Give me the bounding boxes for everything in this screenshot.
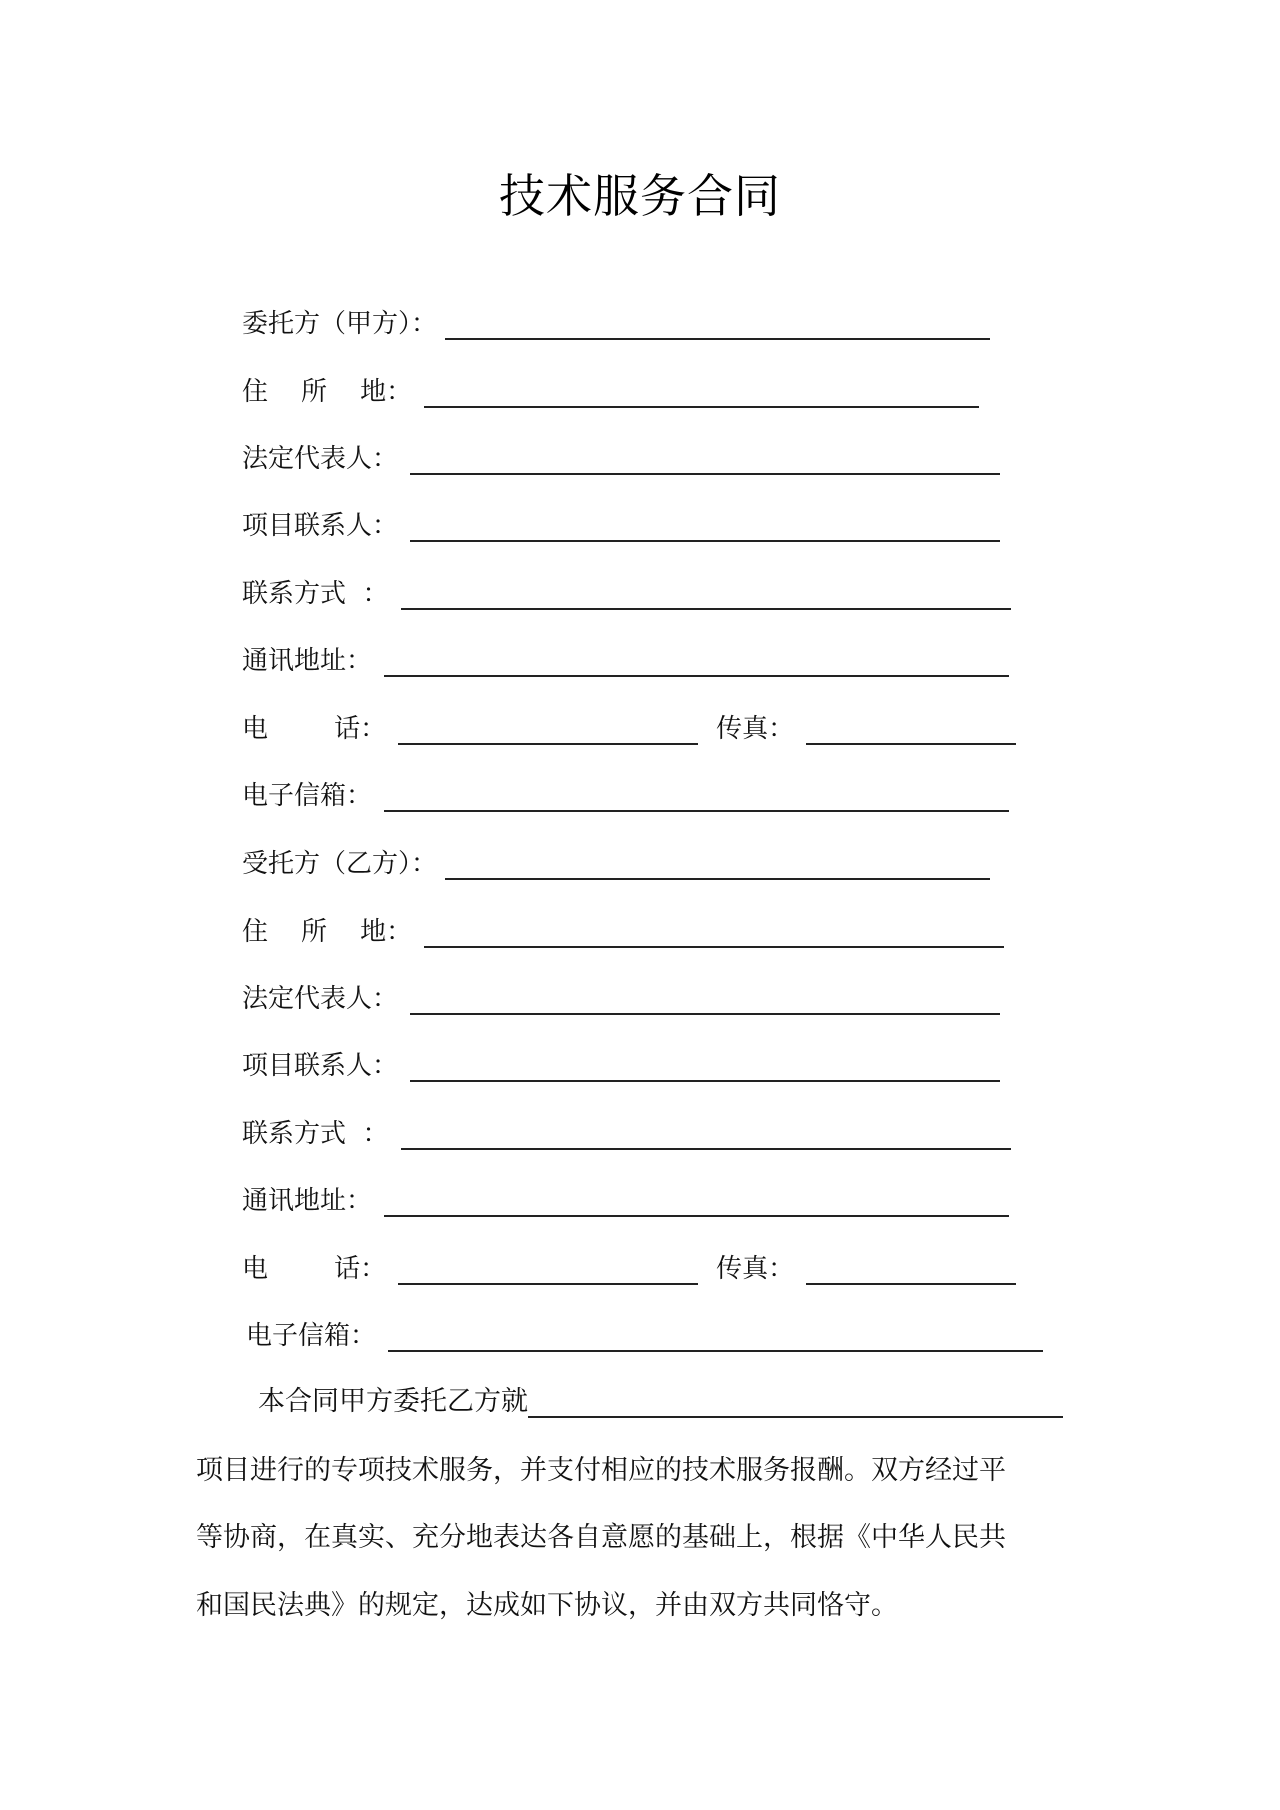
contact-method-field[interactable] bbox=[401, 578, 1011, 610]
mail-address-label: 通讯地址： bbox=[242, 1186, 373, 1216]
fax-field[interactable] bbox=[806, 713, 1016, 745]
body-line-1: 项目进行的专项技术服务，并支付相应的技术服务报酬。双方经过平 bbox=[196, 1455, 1006, 1486]
email-field[interactable] bbox=[384, 780, 1009, 812]
mail-address-field[interactable] bbox=[384, 1185, 1009, 1217]
project-contact-label: 项目联系人： bbox=[242, 511, 399, 541]
email-label: 电子信箱： bbox=[246, 1321, 377, 1351]
fax-label: 传真： bbox=[716, 1254, 795, 1284]
address-field[interactable] bbox=[424, 376, 979, 408]
party-b-phone-fax-row bbox=[242, 1245, 1016, 1285]
fax-label: 传真： bbox=[716, 714, 795, 744]
project-contact-label: 项目联系人： bbox=[242, 1051, 399, 1081]
fax-field[interactable] bbox=[806, 1253, 1016, 1285]
project-contact-field[interactable] bbox=[410, 510, 1000, 542]
legal-rep-label: 法定代表人： bbox=[242, 444, 399, 474]
party-b-label: 受托方（乙方）： bbox=[242, 849, 438, 879]
phone-label: 电 话： bbox=[242, 714, 387, 744]
project-name-field[interactable] bbox=[528, 1386, 1063, 1418]
legal-rep-field[interactable] bbox=[410, 983, 1000, 1015]
phone-label: 电 话： bbox=[242, 1254, 387, 1284]
party-b-address-row bbox=[242, 908, 1004, 948]
party-b-contact-row bbox=[242, 1042, 1000, 1082]
body-line-3: 和国民法典》的规定，达成如下协议，并由双方共同恪守。 bbox=[196, 1590, 898, 1621]
address-field[interactable] bbox=[424, 916, 1004, 948]
party-b-row bbox=[242, 840, 990, 880]
legal-rep-label: 法定代表人： bbox=[242, 984, 399, 1014]
contact-method-label: 联系方式 ： bbox=[242, 579, 389, 609]
party-a-legal-rep-row bbox=[242, 435, 1000, 475]
party-b-mail-address-row bbox=[242, 1177, 1009, 1217]
contact-method-label: 联系方式 ： bbox=[242, 1119, 389, 1149]
party-a-contact-method-row bbox=[242, 570, 1011, 610]
party-b-email-row bbox=[246, 1312, 1043, 1352]
email-label: 电子信箱： bbox=[242, 781, 373, 811]
project-intro-row bbox=[258, 1378, 1063, 1418]
address-label: 住 所 地： bbox=[242, 377, 413, 407]
party-a-contact-row bbox=[242, 502, 1000, 542]
phone-field[interactable] bbox=[398, 1253, 698, 1285]
party-a-row bbox=[242, 300, 990, 340]
party-b-field[interactable] bbox=[445, 848, 990, 880]
document-title: 技术服务合同 bbox=[499, 169, 781, 223]
party-a-address-row bbox=[242, 368, 979, 408]
party-a-mail-address-row bbox=[242, 637, 1009, 677]
mail-address-field[interactable] bbox=[384, 645, 1009, 677]
legal-rep-field[interactable] bbox=[410, 443, 1000, 475]
email-field[interactable] bbox=[388, 1320, 1043, 1352]
party-b-contact-method-row bbox=[242, 1110, 1011, 1150]
phone-field[interactable] bbox=[398, 713, 698, 745]
intro-text: 本合同甲方委托乙方就 bbox=[258, 1386, 528, 1417]
body-line-2: 等协商，在真实、充分地表达各自意愿的基础上，根据《中华人民共 bbox=[196, 1522, 1006, 1553]
contact-method-field[interactable] bbox=[401, 1118, 1011, 1150]
party-a-field[interactable] bbox=[445, 308, 990, 340]
address-label: 住 所 地： bbox=[242, 917, 413, 947]
party-a-phone-fax-row bbox=[242, 705, 1016, 745]
party-a-label: 委托方（甲方）： bbox=[242, 309, 438, 339]
mail-address-label: 通讯地址： bbox=[242, 646, 373, 676]
party-a-email-row bbox=[242, 772, 1009, 812]
party-b-legal-rep-row bbox=[242, 975, 1000, 1015]
project-contact-field[interactable] bbox=[410, 1050, 1000, 1082]
